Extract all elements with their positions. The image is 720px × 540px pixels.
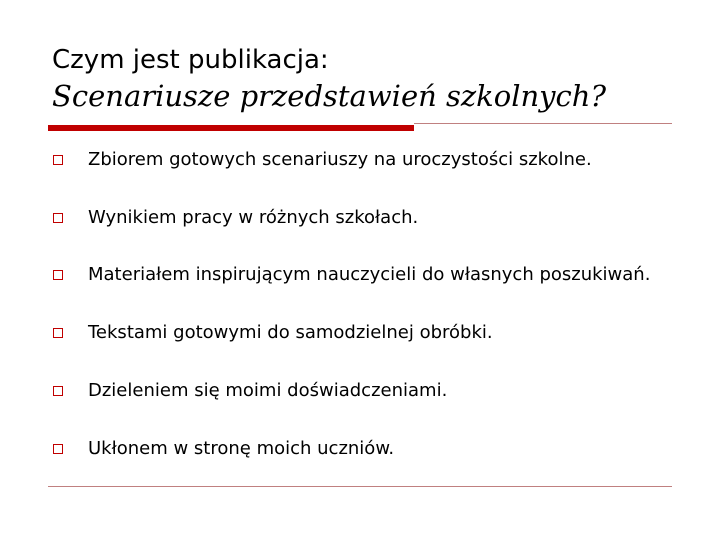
list-item-text: Ukłonem w stronę moich uczniów.	[88, 438, 395, 459]
title-underline-thin	[414, 123, 672, 124]
title-underline-accent	[48, 125, 414, 131]
list-item-text: Dzieleniem się moimi doświadczeniami.	[88, 380, 448, 401]
bottom-rule	[48, 486, 672, 487]
list-item-text: Zbiorem gotowych scenariuszy na uroczystości szkolne.	[88, 149, 592, 170]
hollow-square-bullet-icon	[53, 328, 63, 338]
hollow-square-bullet-icon	[53, 386, 63, 396]
hollow-square-bullet-icon	[53, 213, 63, 223]
list-item-text: Tekstami gotowymi do samodzielnej obróbki.	[88, 322, 493, 343]
hollow-square-bullet-icon	[53, 270, 63, 280]
list-item-text: Materiałem inspirującym nauczycieli do własnych poszukiwań.	[88, 264, 651, 285]
hollow-square-bullet-icon	[53, 155, 63, 165]
list-item-text: Wynikiem pracy w różnych szkołach.	[88, 207, 419, 228]
slide-subtitle: Scenariusze przedstawień szkolnych?	[52, 79, 607, 113]
slide-title: Czym jest publikacja:	[52, 45, 329, 75]
hollow-square-bullet-icon	[53, 444, 63, 454]
